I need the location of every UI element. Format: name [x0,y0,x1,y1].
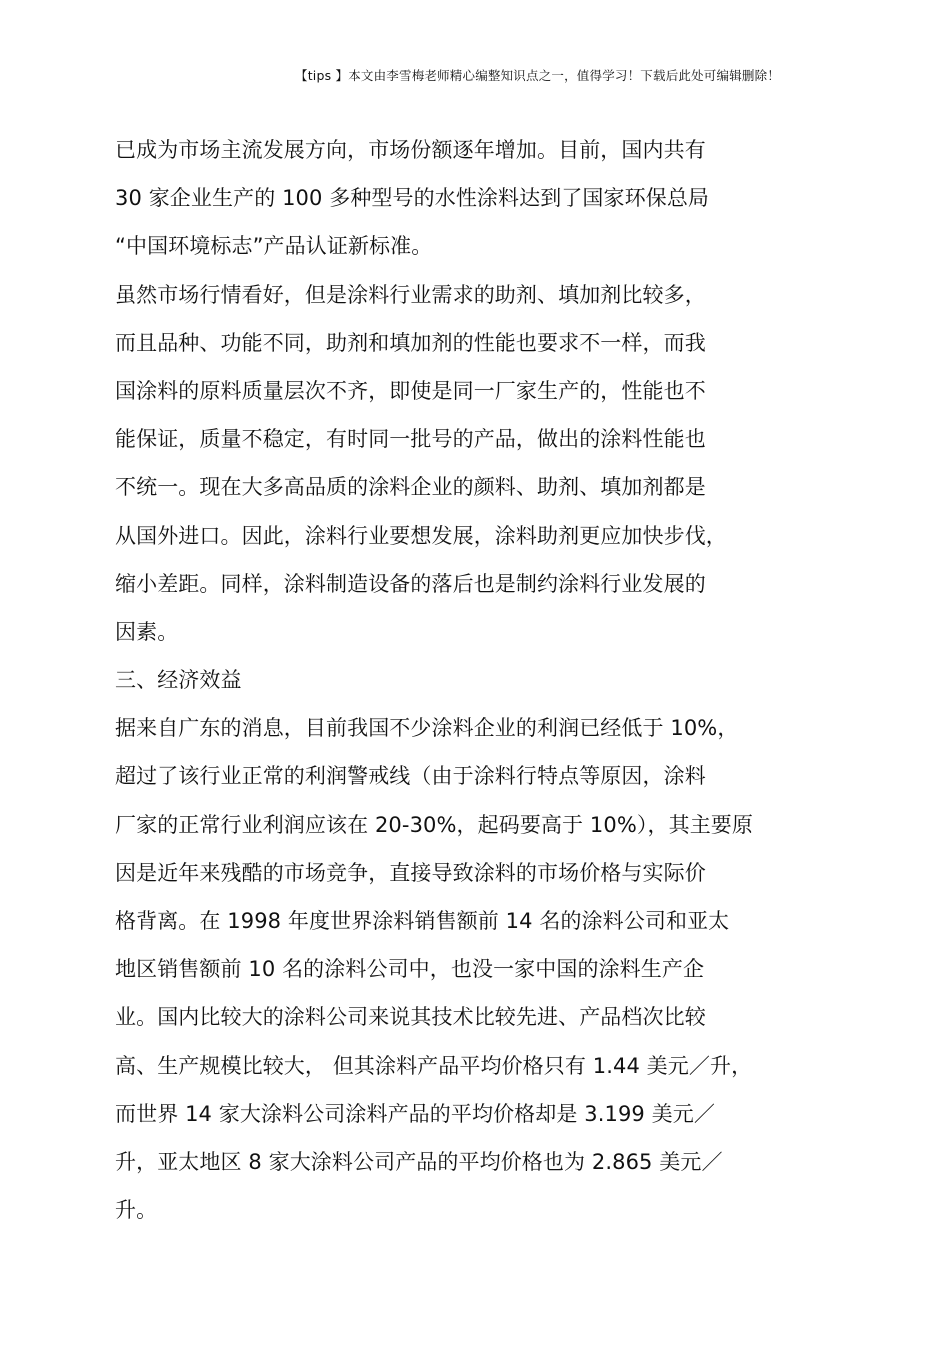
text-line: 业。国内比较大的涂料公司来说其技术比较先进、产品档次比较 [115,1005,706,1030]
text-line: 30 家企业生产的 100 多种型号的水性涂料达到了国家环保总局 [115,186,710,211]
text-line: 因是近年来残酷的市场竞争，直接导致涂料的市场价格与实际价 [115,860,706,885]
text-line: 能保证，质量不稳定，有时同一批号的产品，做出的涂料性能也 [115,427,706,452]
text-line: 厂家的正常行业利润应该在 20-30%，起码要高于 10%），其主要原 [115,812,753,837]
text-line: 从国外进口。因此，涂料行业要想发展，涂料助剂更应加快步伐， [115,523,727,548]
text-line: 升，亚太地区 8 家大涂料公司产品的平均价格也为 2.865 美元／ [115,1149,723,1174]
text-line: 据来自广东的消息，目前我国不少涂料企业的利润已经低于 10%， [115,716,739,741]
text-line: 已成为市场主流发展方向，市场份额逐年增加。目前，国内共有 [115,138,706,162]
text-line: 因素。 [115,619,179,644]
text-line: 升。 [115,1198,158,1223]
document-body [115,126,855,1234]
text-line: 超过了该行业正常的利润警戒线（由于涂料行特点等原因，涂料 [115,764,706,789]
text-line: 虽然市场行情看好，但是涂料行业需求的助剂、填加剂比较多， [115,282,706,307]
text-line: 不统一。现在大多高品质的涂料企业的颜料、助剂、填加剂都是 [115,475,706,500]
text-line: 高、生产规模比较大， 但其涂料产品平均价格只有 1.44 美元／升， [115,1053,753,1078]
text-line: 格背离。在 1998 年度世界涂料销售额前 14 名的涂料公司和亚太 [115,909,730,933]
text-line: “中国环境标志”产品认证新标准。 [115,234,433,259]
section-heading: 三、经济效益 [115,668,242,693]
header-note: 【tips 】本文由李雪梅老师精心编整知识点之一，值得学习！下载后此处可编辑删除！ [295,68,780,83]
text-line: 而且品种、功能不同，助剂和填加剂的性能也要求不一样，而我 [115,330,706,355]
text-line: 地区销售额前 10 名的涂料公司中，也没一家中国的涂料生产企 [115,957,705,982]
text-line: 而世界 14 家大涂料公司涂料产品的平均价格却是 3.199 美元／ [115,1101,715,1126]
text-line: 缩小差距。同样，涂料制造设备的落后也是制约涂料行业发展的 [115,571,706,596]
text-line: 国涂料的原料质量层次不齐，即使是同一厂家生产的，性能也不 [115,378,706,403]
